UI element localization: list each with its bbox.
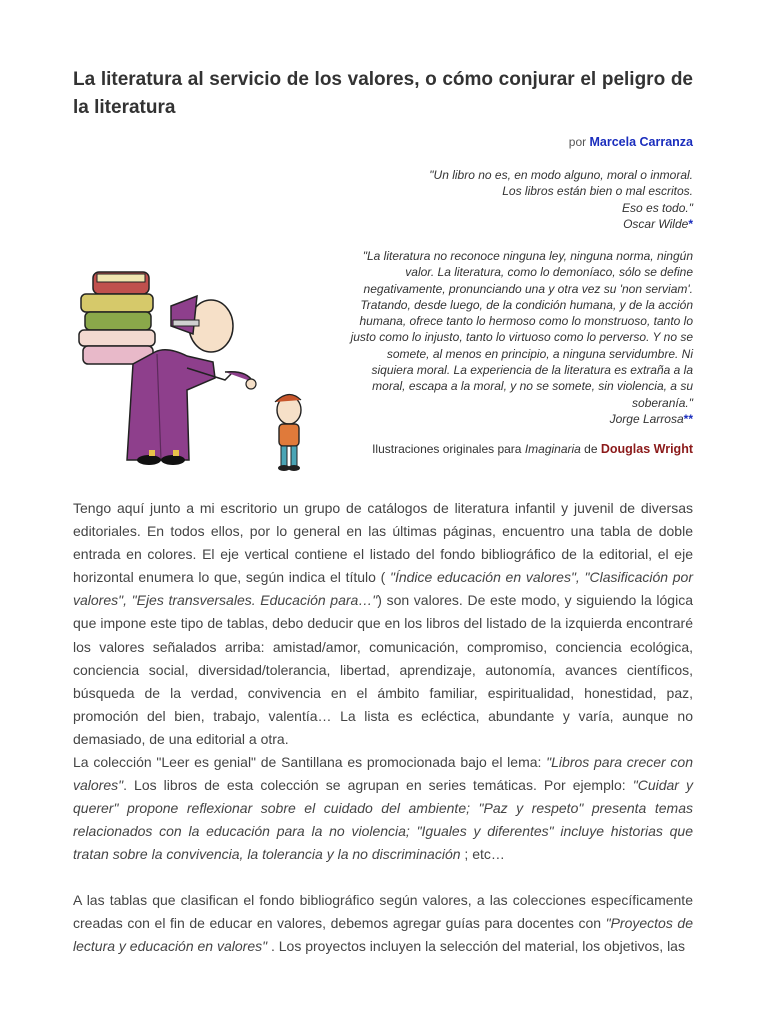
illustrator-link[interactable]: Douglas Wright [600, 442, 693, 456]
quote-line: moral, escapa a la moral, y no se somete, sin violencia, a su [372, 379, 693, 394]
quote-line: Los libros están bien o mal escritos. [502, 184, 693, 199]
quote-line: soberanía." [632, 395, 693, 410]
epigraph-quote-2 [318, 248, 693, 427]
text-run: La colección "Leer es genial" de Santillana es promocionada bajo el lema: [73, 754, 547, 771]
text-run: ) son valores. De este modo, y siguiendo la lógica que impone este tipo de tablas, debo deducir que en los libros del listado de la izquierda encontraré los valores señalados arriba: amistad/amor, comunicación, compromiso, conciencia ecológica, conciencia social, diversidad/tolerancia, libertad, aprendizaje, autonomía, avances científicos, búsqueda de la verdad, convivencia en el ámbito familiar, espiritualidad, honestidad, paz, promoción del bien, trabajo, valentía… La lista es ecléctica, abundante y varía, aunque no demasiado, de una editorial a otra. [73, 592, 693, 747]
text-run-italic: "Índice educación en valores", "Clasificación por valores", "Ejes transversales. Educación para…" [73, 569, 693, 609]
quote-line: siquiera moral. La experiencia de la literatura es extraña a la [371, 363, 693, 378]
quote-line: Eso es todo." [622, 200, 693, 215]
book-stack-icon [79, 272, 155, 364]
epigraph-quote-1 [393, 167, 693, 232]
publication-name: Imaginaria [524, 442, 581, 456]
text-run: . Los proyectos incluyen la selección del material, los objetivos, las [267, 937, 685, 954]
quote-line: humana, ofrece tanto lo hermoso como lo monstruoso, tanto lo [359, 314, 693, 329]
text-run: Tengo aquí junto a mi escritorio un grupo de catálogos de literatura infantil y juvenil de diversas editoriales. En todos ellos, por lo general en las últimas páginas, encuentro una tabla de doble entrada en colores. El eje vertical contiene el listado del fondo bibliográfico de la editorial, el eje horizontal enumera lo que, según indica el título ( [73, 500, 693, 586]
quote-author: Oscar Wilde [623, 216, 689, 231]
illustration-credits [372, 442, 693, 456]
quote-attribution [318, 411, 693, 427]
article-body [73, 497, 693, 958]
byline [569, 135, 693, 149]
text-run-italic: "Proyectos de lectura y educación en valores" [73, 914, 693, 954]
credits-prefix: Ilustraciones originales para [372, 442, 525, 456]
quote-author: Jorge Larrosa [609, 411, 684, 426]
article-title: La literatura al servicio de los valores, o cómo conjurar el peligro de la literatura [73, 69, 693, 118]
text-run-italic: "Cuidar y querer" propone reflexionar sobre el cuidado del ambiente; "Paz y respeto" presenta temas relacionados con la educación para la no violencia; "Iguales y diferentes" incluye historias que tratan sobre la convivencia, la tolerancia y la no discriminación [73, 777, 694, 863]
quote-line: valor. La literatura, como lo demoníaco, sólo se define [405, 265, 693, 280]
text-run: . Los libros de esta colección se agrupan en series temáticas. Por ejemplo: [123, 777, 633, 794]
footnote-link[interactable]: * [688, 216, 693, 231]
byline-prefix: por [568, 135, 590, 149]
text-run-italic: "Libros para crecer con valores" [73, 754, 693, 794]
text-run: ; etc… [460, 846, 505, 863]
paragraph-3 [73, 889, 693, 958]
text-run: A las tablas que clasifican el fondo bibliográfico según valores, a las colecciones específicamente creadas con el fin de educar en valores, debemos agregar guías para docentes con [73, 891, 693, 931]
paragraph-2 [73, 751, 693, 866]
quote-line: Tratando, desde luego, de la condición humana, y de la acción [360, 297, 693, 312]
author-link[interactable]: Marcela Carranza [589, 135, 693, 149]
footnote-link[interactable]: ** [683, 411, 693, 426]
illustration-professor-and-child [75, 260, 315, 480]
child-figure [275, 394, 301, 471]
quote-line: "La literatura no reconoce ninguna ley, ninguna norma, ningún [362, 249, 693, 263]
paragraph-1 [73, 497, 693, 751]
quote-line: "Un libro no es, en modo alguno, moral o inmoral. [429, 168, 693, 182]
quote-line: negativamente, pronunciando una y otra vez su 'non serviam'. [363, 281, 693, 296]
quote-line: somete, al menos en principio, a ninguna servidumbre. Ni [386, 346, 693, 361]
credits-middle: de [580, 442, 601, 456]
quote-line: justo como lo injusto, tanto lo virtuoso como lo perverso. Y no se [350, 330, 693, 345]
quote-attribution [393, 216, 693, 232]
